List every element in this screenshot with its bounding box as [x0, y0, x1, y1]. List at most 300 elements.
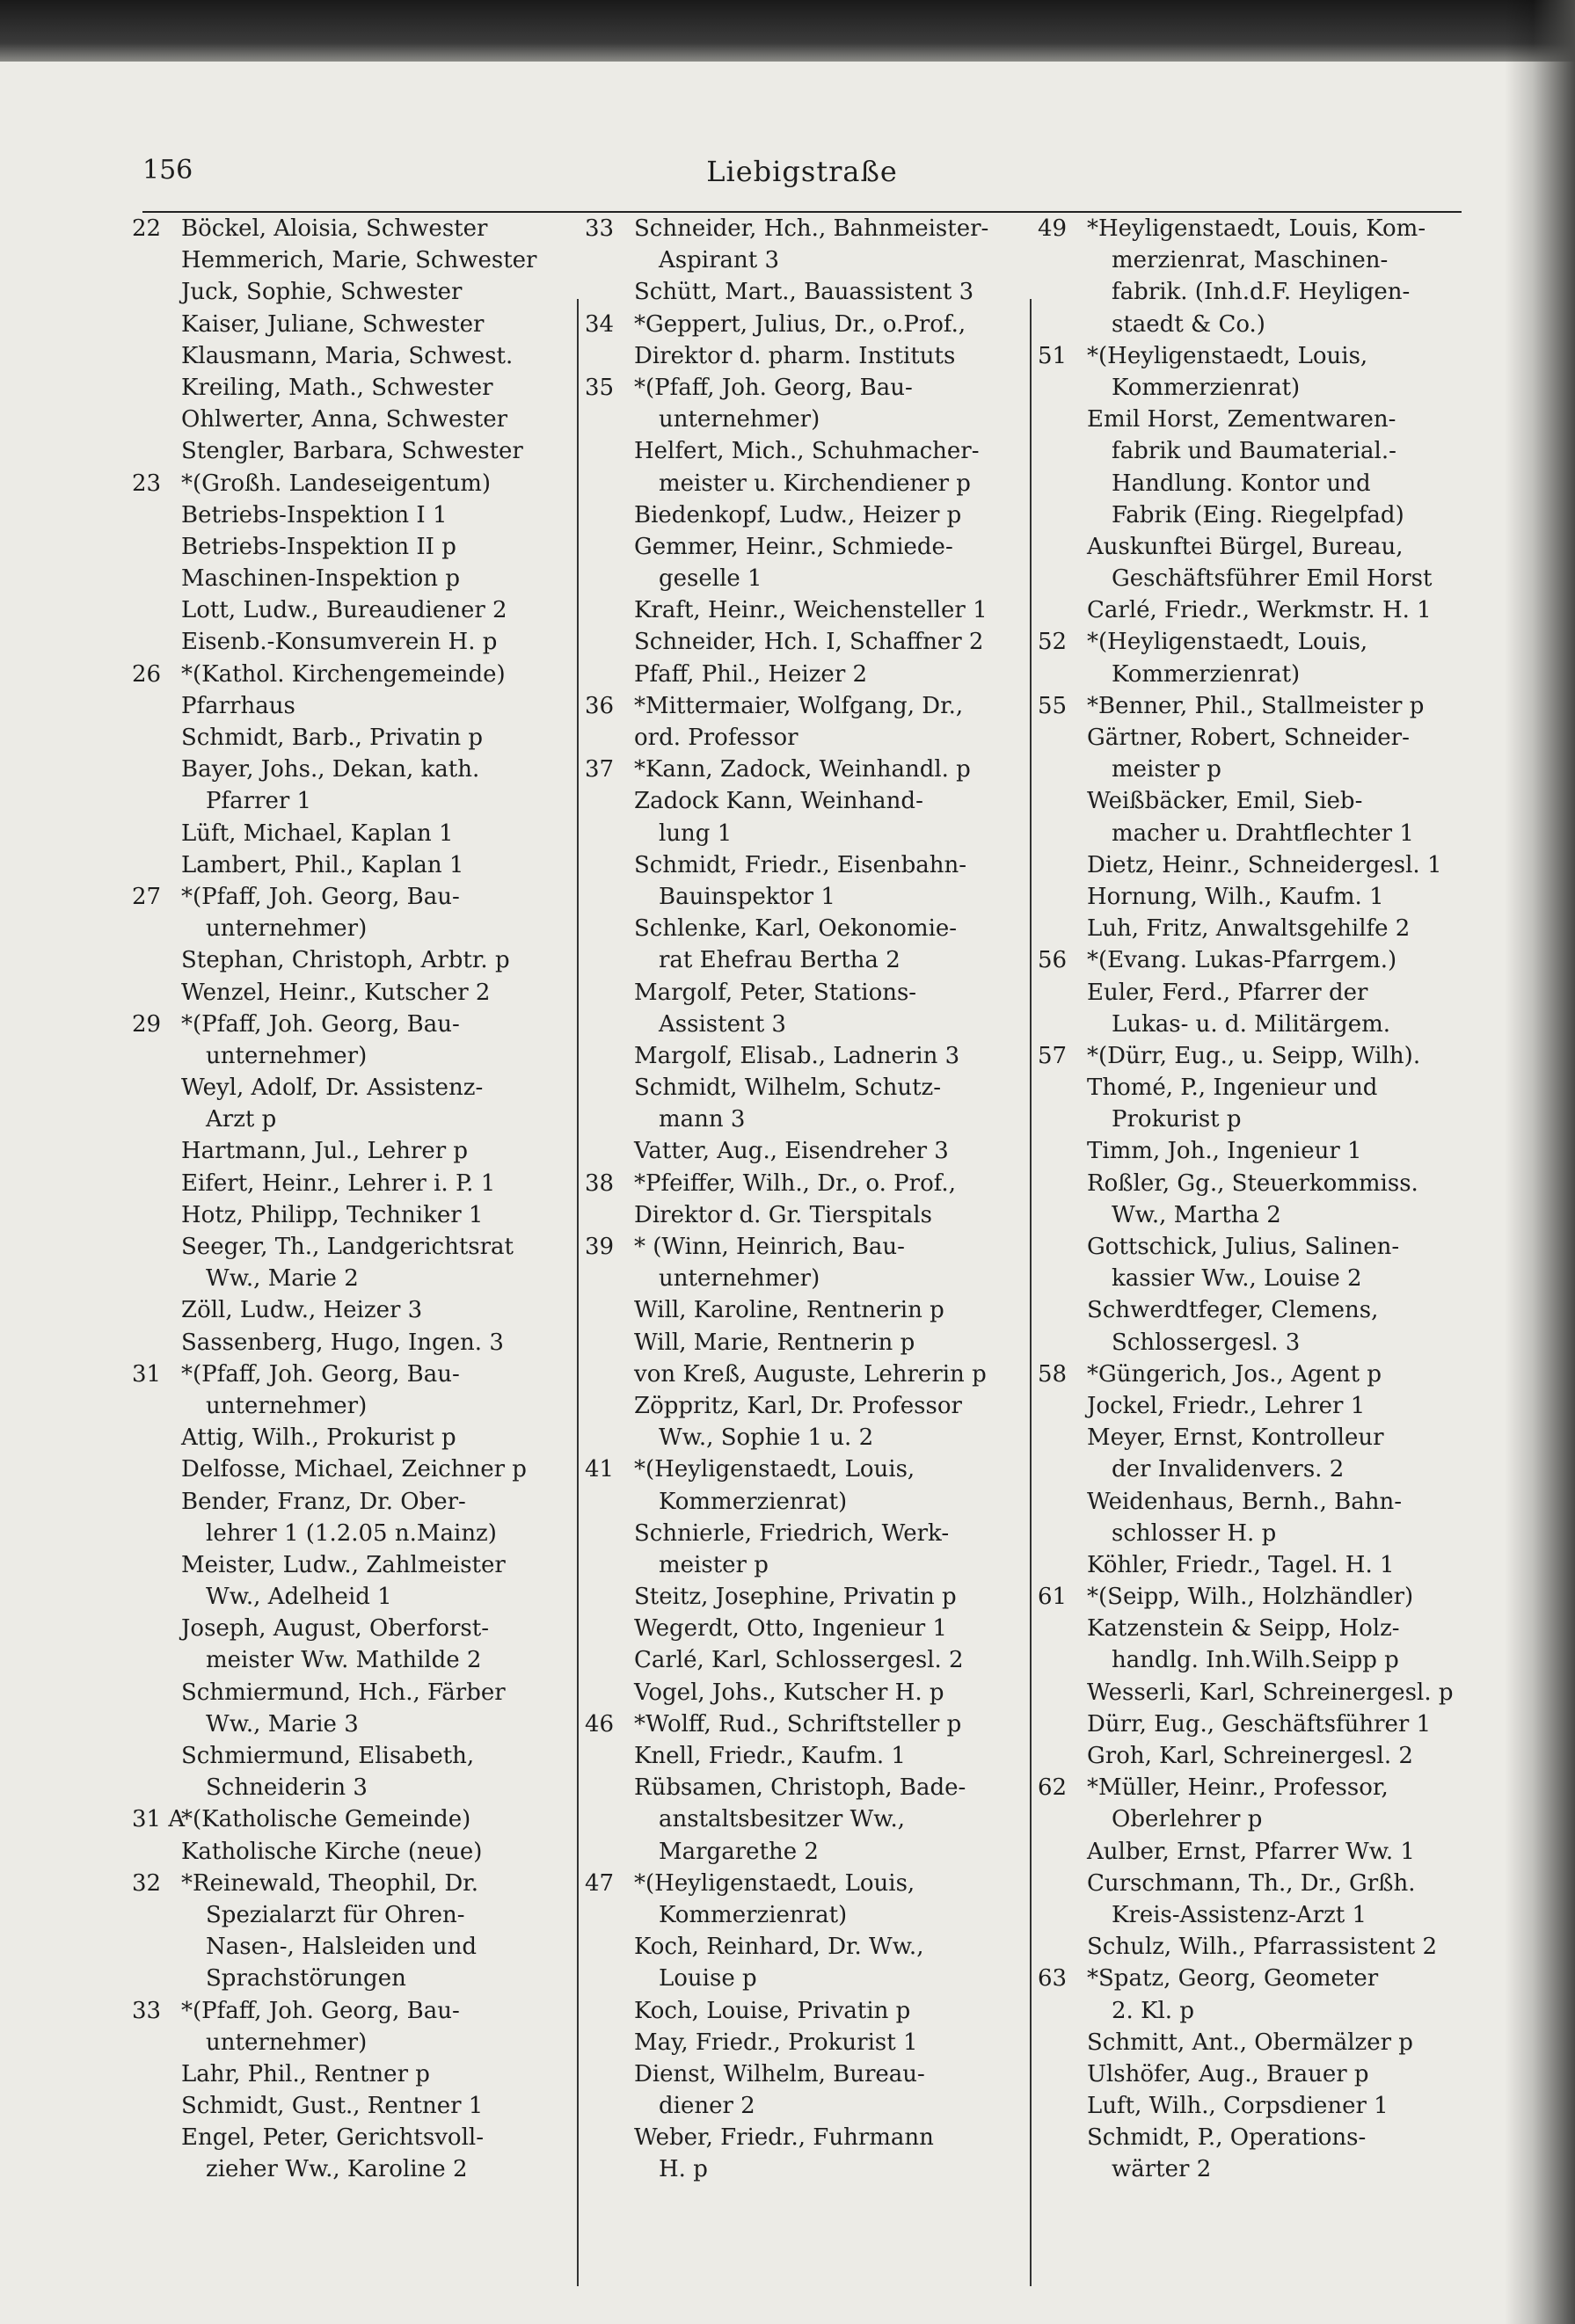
directory-line	[132, 1836, 572, 1868]
resident-entry: Auskunftei Bürgel, Bureau,	[1087, 533, 1404, 560]
resident-entry: Emil Horst, Zementwaren-	[1087, 406, 1396, 433]
resident-entry: Biedenkopf, Ludw., Heizer p	[634, 501, 962, 528]
resident-entry: Schulz, Wilh., Pfarrassistent 2	[1087, 1934, 1437, 1961]
directory-line	[132, 1931, 572, 1963]
directory-line	[132, 785, 572, 817]
directory-line	[1038, 913, 1477, 944]
resident-entry: staedt & Co.)	[1112, 310, 1265, 338]
resident-entry: meister p	[1112, 756, 1221, 783]
directory-line	[1038, 1931, 1477, 1963]
resident-entry: Lüft, Michael, Kaplan 1	[181, 820, 454, 847]
directory-line	[1038, 213, 1477, 244]
resident-entry: Schneider, Hch., Bahnmeister-	[634, 215, 989, 242]
directory-line	[1038, 977, 1477, 1009]
directory-line	[585, 1327, 1024, 1359]
directory-line	[1038, 849, 1477, 881]
resident-entry: Köhler, Friedr., Tagel. H. 1	[1087, 1551, 1395, 1578]
resident-entry: Dienst, Wilhelm, Bureau-	[634, 2060, 925, 2087]
directory-line	[1038, 1294, 1477, 1326]
resident-entry: Margarethe 2	[659, 1838, 819, 1865]
directory-line	[585, 2058, 1024, 2090]
directory-line	[585, 213, 1024, 244]
resident-entry: Weyl, Adolf, Dr. Assistenz-	[181, 1075, 484, 1102]
resident-entry: Aulber, Ernst, Pfarrer Ww. 1	[1087, 1838, 1415, 1865]
directory-line	[585, 849, 1024, 881]
house-number: 23	[132, 470, 162, 497]
directory-line	[585, 2027, 1024, 2058]
resident-entry: Joseph, August, Oberforst-	[181, 1615, 490, 1643]
resident-entry: unternehmer)	[206, 1042, 368, 1069]
directory-line	[585, 1168, 1024, 1199]
directory-line	[1038, 754, 1477, 785]
resident-entry: Pfarrhaus	[181, 692, 295, 719]
directory-line	[585, 977, 1024, 1009]
house-number: 35	[585, 374, 615, 401]
directory-line	[1038, 1613, 1477, 1644]
resident-entry: Wegerdt, Otto, Ingenieur 1	[634, 1615, 947, 1643]
directory-line	[1038, 468, 1477, 499]
resident-entry: *(Heyligenstaedt, Louis,	[634, 1869, 915, 1897]
directory-line	[585, 1486, 1024, 1518]
directory-line	[1038, 1677, 1477, 1708]
column-1	[132, 213, 572, 2186]
directory-line	[132, 754, 572, 785]
resident-entry: Prokurist p	[1112, 1106, 1242, 1133]
directory-line	[132, 594, 572, 626]
directory-line	[1038, 1486, 1477, 1518]
directory-line	[1038, 1231, 1477, 1263]
house-number: 26	[132, 660, 162, 688]
directory-line	[585, 276, 1024, 308]
resident-entry: Fabrik (Eing. Riegelpfad)	[1112, 501, 1404, 528]
resident-entry: macher u. Drahtflechter 1	[1112, 820, 1414, 847]
directory-line	[132, 1390, 572, 1422]
resident-entry: Lahr, Phil., Rentner p	[181, 2060, 430, 2087]
resident-entry: Gärtner, Robert, Schneider-	[1087, 725, 1410, 751]
directory-line	[1038, 1359, 1477, 1390]
directory-line	[585, 531, 1024, 563]
directory-line	[132, 340, 572, 372]
directory-line	[132, 1359, 572, 1390]
resident-entry: unternehmer)	[659, 406, 820, 433]
resident-entry: Direktor d. pharm. Instituts	[634, 342, 956, 369]
resident-entry: Ww., Sophie 1 u. 2	[659, 1424, 874, 1452]
directory-line	[132, 1009, 572, 1040]
resident-entry: *Benner, Phil., Stallmeister p	[1087, 692, 1425, 719]
directory-line	[1038, 1740, 1477, 1772]
house-number: 51	[1038, 342, 1068, 369]
directory-line	[132, 404, 572, 435]
directory-line	[1038, 1104, 1477, 1135]
house-number: 55	[1038, 692, 1068, 719]
resident-entry: meister Ww. Mathilde 2	[206, 1647, 482, 1674]
resident-entry: Hartmann, Jul., Lehrer p	[181, 1138, 469, 1165]
resident-entry: Schmidt, Barb., Privatin p	[181, 725, 484, 751]
directory-line	[1038, 1549, 1477, 1581]
resident-entry: Schlenke, Karl, Oekonomie-	[634, 915, 958, 943]
directory-line	[1038, 785, 1477, 817]
directory-line	[1038, 340, 1477, 372]
directory-line	[1038, 1995, 1477, 2027]
directory-line	[1038, 944, 1477, 976]
directory-line	[585, 626, 1024, 658]
house-number: 63	[1038, 1965, 1068, 1993]
directory-line	[585, 2122, 1024, 2153]
resident-entry: Lukas- u. d. Militärgem.	[1112, 1010, 1391, 1038]
resident-entry: Hornung, Wilh., Kaufm. 1	[1087, 883, 1384, 910]
resident-entry: Pfarrer 1	[206, 788, 312, 815]
directory-line	[1038, 2058, 1477, 2090]
directory-line	[132, 2027, 572, 2058]
directory-line	[585, 1836, 1024, 1868]
resident-entry: Delfosse, Michael, Zeichner p	[181, 1456, 527, 1483]
resident-entry: Timm, Joh., Ingenieur 1	[1087, 1138, 1362, 1165]
directory-line	[1038, 659, 1477, 690]
directory-line	[132, 531, 572, 563]
resident-entry: *(Pfaff, Joh. Georg, Bau-	[181, 883, 460, 910]
resident-entry: Oberlehrer p	[1112, 1806, 1263, 1833]
resident-entry: Katzenstein & Seipp, Holz-	[1087, 1615, 1400, 1643]
house-number: 37	[585, 756, 615, 783]
directory-line	[585, 1677, 1024, 1708]
house-number: 39	[585, 1234, 615, 1260]
resident-entry: Direktor d. Gr. Tierspitals	[634, 1201, 932, 1228]
resident-entry: *(Heyligenstaedt, Louis,	[1087, 629, 1368, 656]
directory-line	[585, 785, 1024, 817]
resident-entry: Will, Marie, Rentnerin p	[634, 1329, 915, 1356]
directory-line	[585, 1263, 1024, 1294]
resident-entry: Kommerzienrat)	[659, 1901, 848, 1928]
resident-entry: *Heyligenstaedt, Louis, Kom-	[1087, 215, 1426, 242]
resident-entry: der Invalidenvers. 2	[1112, 1456, 1345, 1483]
directory-line	[1038, 594, 1477, 626]
resident-entry: Ww., Marie 3	[206, 1710, 359, 1738]
directory-line	[1038, 404, 1477, 435]
directory-line	[585, 1581, 1024, 1613]
resident-entry: Juck, Sophie, Schwester	[181, 279, 463, 306]
directory-line	[132, 2122, 572, 2153]
directory-line	[132, 244, 572, 276]
directory-line	[585, 1644, 1024, 1676]
resident-entry: Schwerdtfeger, Clemens,	[1087, 1297, 1379, 1324]
directory-line	[585, 1803, 1024, 1835]
resident-entry: Weber, Friedr., Fuhrmann	[634, 2124, 934, 2152]
resident-entry: Nasen-, Halsleiden und	[206, 1934, 478, 1961]
resident-entry: Wesserli, Karl, Schreinergesl. p	[1087, 1679, 1454, 1706]
resident-entry: Assistent 3	[659, 1010, 786, 1038]
resident-entry: *(Seipp, Wilh., Holzhändler)	[1087, 1584, 1414, 1611]
resident-entry: *Reinewald, Theophil, Dr.	[181, 1869, 479, 1897]
directory-line	[1038, 690, 1477, 722]
house-number: 32	[132, 1869, 162, 1897]
resident-entry: Arzt p	[206, 1106, 277, 1133]
resident-entry: Stengler, Barbara, Schwester	[181, 438, 523, 465]
directory-page	[132, 132, 1477, 2286]
directory-line	[132, 213, 572, 244]
resident-entry: Carlé, Friedr., Werkmstr. H. 1	[1087, 597, 1432, 624]
resident-entry: Handlung. Kontor und	[1112, 470, 1371, 497]
directory-line	[585, 1549, 1024, 1581]
directory-line	[1038, 1836, 1477, 1868]
directory-line	[1038, 435, 1477, 467]
resident-entry: Ohlwerter, Anna, Schwester	[181, 406, 508, 433]
directory-line	[585, 659, 1024, 690]
directory-line	[585, 944, 1024, 976]
resident-entry: H. p	[659, 2156, 708, 2183]
resident-entry: Bauinspektor 1	[659, 883, 835, 910]
resident-entry: Sassenberg, Hugo, Ingen. 3	[181, 1329, 504, 1356]
directory-line	[132, 2090, 572, 2122]
resident-entry: diener 2	[659, 2093, 755, 2120]
resident-entry: Meyer, Ernst, Kontrolleur	[1087, 1424, 1384, 1452]
directory-line	[585, 1072, 1024, 1104]
directory-line	[1038, 1644, 1477, 1676]
resident-entry: Ww., Marie 2	[206, 1265, 359, 1293]
directory-line	[585, 1613, 1024, 1644]
directory-line	[132, 1231, 572, 1263]
directory-line	[132, 1549, 572, 1581]
house-number: 52	[1038, 629, 1068, 656]
directory-line	[132, 1040, 572, 1072]
directory-line	[132, 1422, 572, 1453]
directory-line	[132, 849, 572, 881]
resident-entry: unternehmer)	[206, 2029, 368, 2056]
resident-entry: Knell, Friedr., Kaufm. 1	[634, 1743, 906, 1769]
directory-line	[132, 309, 572, 340]
directory-line	[585, 1995, 1024, 2027]
resident-entry: Klausmann, Maria, Schwest.	[181, 342, 514, 369]
directory-line	[132, 818, 572, 849]
resident-entry: Schmidt, Wilhelm, Schutz-	[634, 1075, 942, 1102]
resident-entry: Zöppritz, Karl, Dr. Professor	[634, 1392, 962, 1419]
directory-line	[1038, 531, 1477, 563]
directory-line	[132, 1772, 572, 1803]
directory-line	[132, 1803, 572, 1835]
resident-entry: Dietz, Heinr., Schneidergesl. 1	[1087, 851, 1442, 878]
directory-line	[585, 722, 1024, 754]
directory-line	[1038, 2153, 1477, 2185]
house-number: 57	[1038, 1042, 1068, 1069]
directory-line	[1038, 244, 1477, 276]
directory-line	[132, 913, 572, 944]
resident-entry: Hotz, Philipp, Techniker 1	[181, 1201, 484, 1228]
directory-line	[585, 435, 1024, 467]
resident-entry: fabrik. (Inh.d.F. Heyligen-	[1112, 279, 1411, 306]
directory-line	[132, 1104, 572, 1135]
directory-line	[585, 690, 1024, 722]
resident-entry: * (Winn, Heinrich, Bau-	[634, 1234, 905, 1260]
resident-entry: Sprachstörungen	[206, 1965, 406, 1993]
resident-entry: Katholische Kirche (neue)	[181, 1838, 483, 1865]
resident-entry: merzienrat, Maschinen-	[1112, 247, 1389, 274]
column-2	[585, 213, 1024, 2186]
resident-entry: kassier Ww., Louise 2	[1112, 1265, 1362, 1293]
resident-entry: Roßler, Gg., Steuerkommiss.	[1087, 1169, 1418, 1197]
resident-entry: unternehmer)	[659, 1265, 820, 1293]
house-number: 33	[585, 215, 615, 242]
resident-entry: Böckel, Aloisia, Schwester	[181, 215, 488, 242]
directory-line	[132, 1199, 572, 1231]
directory-line	[585, 340, 1024, 372]
house-number: 36	[585, 692, 615, 719]
directory-line	[132, 944, 572, 976]
directory-line	[132, 722, 572, 754]
resident-entry: Will, Karoline, Rentnerin p	[634, 1297, 944, 1324]
resident-entry: Kommerzienrat)	[659, 1488, 848, 1515]
house-number: 33	[132, 1997, 162, 2024]
directory-line	[1038, 1453, 1477, 1485]
resident-entry: Engel, Peter, Gerichtsvoll-	[181, 2124, 485, 2152]
directory-line	[1038, 499, 1477, 531]
directory-line	[585, 818, 1024, 849]
directory-line	[1038, 881, 1477, 913]
directory-line	[132, 690, 572, 722]
directory-line	[1038, 1135, 1477, 1167]
directory-line	[1038, 1199, 1477, 1231]
house-number: 31	[132, 1360, 162, 1388]
resident-entry: zieher Ww., Karoline 2	[206, 2156, 468, 2183]
house-number: 38	[585, 1169, 615, 1197]
house-number: 27	[132, 883, 162, 910]
resident-entry: Groh, Karl, Schreinergesl. 2	[1087, 1743, 1413, 1769]
resident-entry: Jockel, Friedr., Lehrer 1	[1087, 1392, 1366, 1419]
directory-line	[132, 1135, 572, 1167]
resident-entry: *(Großh. Landeseigentum)	[181, 470, 491, 497]
directory-line	[585, 244, 1024, 276]
resident-entry: Weidenhaus, Bernh., Bahn-	[1087, 1488, 1403, 1515]
directory-line	[1038, 276, 1477, 308]
directory-line	[1038, 1072, 1477, 1104]
directory-line	[132, 1327, 572, 1359]
resident-entry: Gottschick, Julius, Salinen-	[1087, 1234, 1400, 1260]
resident-entry: unternehmer)	[206, 1392, 368, 1419]
directory-line	[1038, 2122, 1477, 2153]
resident-entry: Gemmer, Heinr., Schmiede-	[634, 533, 953, 560]
directory-line	[1038, 626, 1477, 658]
resident-entry: Luh, Fritz, Anwaltsgehilfe 2	[1087, 915, 1411, 943]
resident-entry: *(Katholische Gemeinde)	[181, 1806, 471, 1833]
resident-entry: Geschäftsführer Emil Horst	[1112, 565, 1433, 593]
directory-line	[132, 2153, 572, 2185]
resident-entry: Schütt, Mart., Bauassistent 3	[634, 279, 974, 306]
directory-line	[132, 881, 572, 913]
directory-line	[1038, 1708, 1477, 1740]
directory-line	[1038, 1327, 1477, 1359]
resident-entry: Zöll, Ludw., Heizer 3	[181, 1297, 423, 1324]
resident-entry: Koch, Reinhard, Dr. Ww.,	[634, 1934, 924, 1961]
directory-line	[585, 1359, 1024, 1390]
resident-entry: Betriebs-Inspektion I 1	[181, 501, 448, 528]
resident-entry: Hemmerich, Marie, Schwester	[181, 247, 537, 274]
directory-line	[1038, 2090, 1477, 2122]
resident-entry: Lambert, Phil., Kaplan 1	[181, 851, 464, 878]
resident-entry: Luft, Wilh., Corpsdiener 1	[1087, 2093, 1389, 2120]
resident-entry: Kraft, Heinr., Weichensteller 1	[634, 597, 988, 624]
resident-entry: Margolf, Elisab., Ladnerin 3	[634, 1042, 960, 1069]
directory-line	[132, 499, 572, 531]
resident-entry: Eifert, Heinr., Lehrer i. P. 1	[181, 1169, 496, 1197]
resident-entry: schlosser H. p	[1112, 1519, 1277, 1547]
directory-line	[132, 1740, 572, 1772]
directory-line	[585, 1453, 1024, 1485]
house-number: 22	[132, 215, 162, 242]
directory-line	[1038, 1263, 1477, 1294]
directory-line	[132, 1899, 572, 1931]
resident-entry: Bayer, Johs., Dekan, kath.	[181, 756, 480, 783]
directory-line	[1038, 1963, 1477, 1994]
directory-line	[1038, 1009, 1477, 1040]
resident-entry: *(Heyligenstaedt, Louis,	[1087, 342, 1368, 369]
directory-line	[132, 1486, 572, 1518]
house-number: 34	[585, 310, 615, 338]
directory-line	[585, 499, 1024, 531]
directory-line	[132, 1294, 572, 1326]
directory-line	[132, 2058, 572, 2090]
resident-entry: Schmiermund, Elisabeth,	[181, 1743, 475, 1769]
resident-entry: anstaltsbesitzer Ww.,	[659, 1806, 905, 1833]
directory-line	[585, 1009, 1024, 1040]
resident-entry: Steitz, Josephine, Privatin p	[634, 1584, 957, 1611]
directory-line	[1038, 309, 1477, 340]
resident-entry: von Kreß, Auguste, Lehrerin p	[634, 1360, 987, 1388]
directory-line	[585, 1518, 1024, 1549]
house-number: 58	[1038, 1360, 1068, 1388]
resident-entry: geselle 1	[659, 565, 762, 593]
directory-line	[585, 1422, 1024, 1453]
directory-line	[1038, 1518, 1477, 1549]
resident-entry: Weißbäcker, Emil, Sieb-	[1087, 788, 1363, 815]
directory-line	[132, 563, 572, 594]
directory-line	[585, 1231, 1024, 1263]
directory-line	[1038, 818, 1477, 849]
resident-entry: *Kann, Zadock, Weinhandl. p	[634, 756, 971, 783]
resident-entry: wärter 2	[1112, 2156, 1212, 2183]
resident-entry: Attig, Wilh., Prokurist p	[181, 1424, 456, 1452]
directory-line	[585, 372, 1024, 404]
resident-entry: Kreis-Assistenz-Arzt 1	[1112, 1901, 1367, 1928]
scan-top-band	[0, 0, 1575, 62]
resident-entry: Schneider, Hch. I, Schaffner 2	[634, 629, 984, 656]
house-number: 31 A	[132, 1806, 186, 1833]
resident-entry: Stephan, Christoph, Arbtr. p	[181, 947, 510, 974]
column-divider	[1030, 299, 1032, 2286]
directory-line	[132, 276, 572, 308]
resident-entry: Kaiser, Juliane, Schwester	[181, 310, 485, 338]
resident-entry: Zadock Kann, Weinhand-	[634, 788, 923, 815]
directory-line	[585, 1868, 1024, 1899]
house-number: 49	[1038, 215, 1068, 242]
directory-line	[585, 594, 1024, 626]
columns-container	[132, 213, 1477, 2279]
resident-entry: *Müller, Heinr., Professor,	[1087, 1774, 1389, 1802]
resident-entry: Kreiling, Math., Schwester	[181, 374, 493, 401]
directory-line	[132, 1263, 572, 1294]
resident-entry: Pfaff, Phil., Heizer 2	[634, 660, 868, 688]
resident-entry: Kommerzienrat)	[1112, 660, 1301, 688]
directory-line	[132, 1453, 572, 1485]
column-divider	[577, 299, 579, 2286]
directory-line	[132, 1613, 572, 1644]
directory-line	[1038, 1422, 1477, 1453]
directory-line	[585, 2153, 1024, 2185]
house-number: 29	[132, 1010, 162, 1038]
resident-entry: meister p	[659, 1551, 769, 1578]
resident-entry: Meister, Ludw., Zahlmeister	[181, 1551, 506, 1578]
house-number: 56	[1038, 947, 1068, 974]
directory-line	[1038, 1168, 1477, 1199]
resident-entry: *Pfeiffer, Wilh., Dr., o. Prof.,	[634, 1169, 956, 1197]
directory-line	[585, 309, 1024, 340]
